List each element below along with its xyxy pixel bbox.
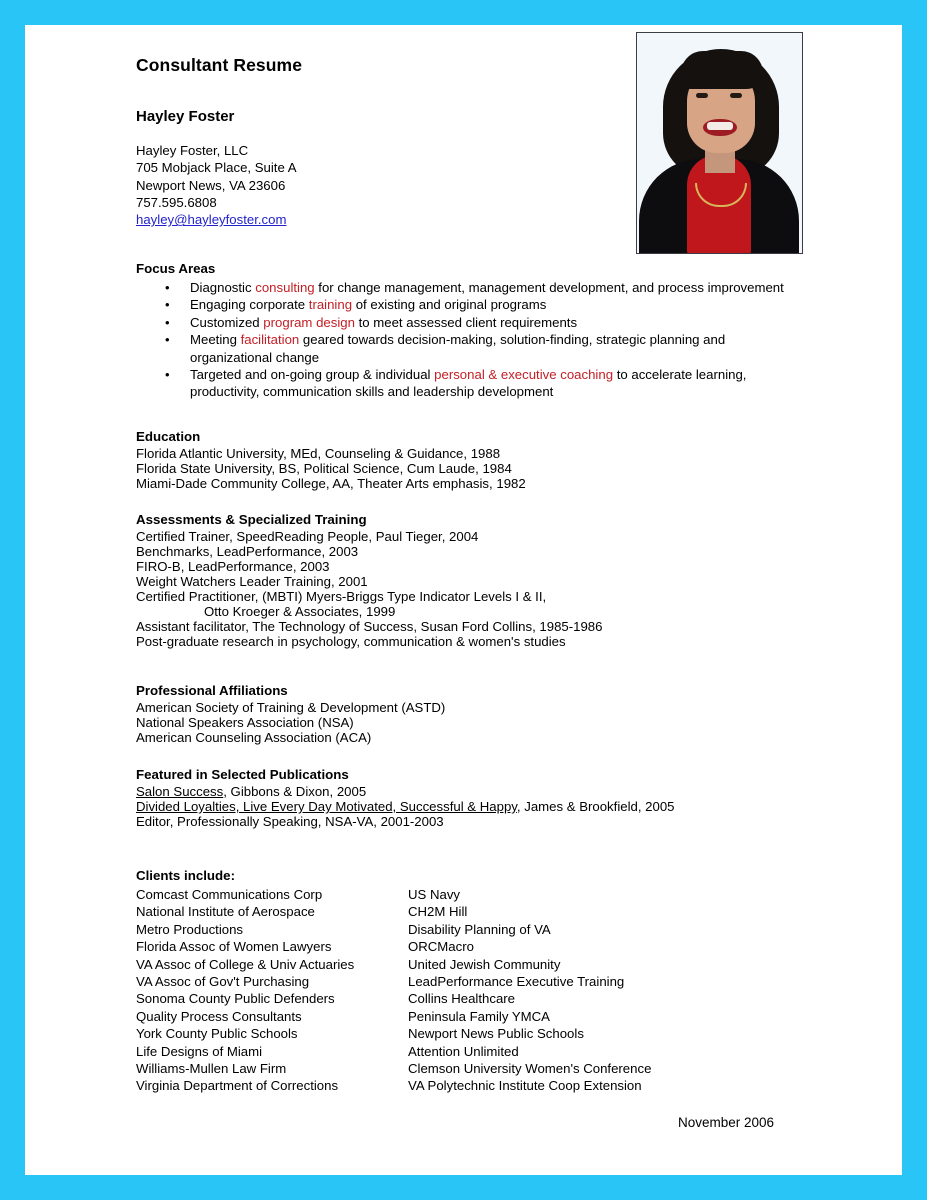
- clients-heading: Clients include:: [136, 868, 235, 883]
- photo-bangs-shape: [681, 51, 763, 89]
- education-line: Florida State University, BS, Political Science, Cum Laude, 1984: [136, 461, 512, 476]
- portrait-photo: [636, 32, 803, 254]
- client-name: National Institute of Aerospace: [136, 904, 315, 920]
- portrait-photo-image: [637, 33, 802, 253]
- page-title: Consultant Resume: [136, 55, 303, 75]
- client-name: York County Public Schools: [136, 1026, 298, 1042]
- client-name: Quality Process Consultants: [136, 1008, 302, 1024]
- assessment-line: Post-graduate research in psychology, communication & women's studies: [136, 634, 566, 649]
- publication-title: Divided Loyalties, Live Every Day Motivated, Successful & Happy: [136, 799, 517, 814]
- affiliation-line: American Society of Training & Development (ASTD): [136, 700, 446, 715]
- education-line: Miami-Dade Community College, AA, Theater Arts emphasis, 1982: [136, 476, 526, 491]
- assessments-heading: Assessments & Specialized Training: [136, 512, 367, 527]
- focus-area-highlight: facilitation: [240, 332, 300, 348]
- contact-phone: 757.595.6808: [136, 194, 217, 210]
- contact-street: 705 Mobjack Place, Suite A: [136, 160, 297, 176]
- client-name: Life Designs of Miami: [136, 1043, 263, 1059]
- focus-area-text: Engaging corporate: [190, 297, 309, 313]
- affiliation-line: American Counseling Association (ACA): [136, 730, 372, 745]
- client-name: ORCMacro: [408, 939, 474, 955]
- education-heading: Education: [136, 429, 201, 444]
- client-name: United Jewish Community: [408, 956, 561, 972]
- client-name: VA Assoc of College & Univ Actuaries: [136, 956, 355, 972]
- affiliation-line: National Speakers Association (NSA): [136, 715, 354, 730]
- client-name: Clemson University Women's Conference: [408, 1061, 652, 1077]
- footer-date: November 2006: [678, 1115, 775, 1130]
- focus-area-text: to accelerate learning, productivity, communication skills and leadership development: [190, 367, 747, 400]
- focus-areas-list: [162, 279, 802, 401]
- client-name: US Navy: [408, 887, 461, 902]
- publication-meta: , Gibbons & Dixon, 2005: [223, 784, 367, 799]
- affiliations-lines: [136, 700, 445, 745]
- focus-area-text: Meeting: [190, 332, 241, 348]
- publications-lines: [136, 784, 675, 829]
- contact-email-link[interactable]: hayley@hayleyfoster.com: [136, 212, 287, 228]
- person-name: Hayley Foster: [136, 108, 235, 125]
- publication-meta: Editor, Professionally Speaking, NSA-VA, 2001-2003: [136, 814, 444, 829]
- clients-left-column: [136, 886, 354, 1095]
- focus-area-highlight: personal & executive coaching: [434, 367, 614, 383]
- client-name: Williams-Mullen Law Firm: [136, 1061, 287, 1077]
- assessment-line: Otto Kroeger & Associates, 1999: [204, 604, 396, 619]
- client-name: VA Polytechnic Institute Coop Extension: [408, 1078, 642, 1094]
- affiliations-heading: Professional Affiliations: [136, 683, 288, 698]
- client-name: Peninsula Family YMCA: [408, 1008, 550, 1024]
- assessment-line: Certified Trainer, SpeedReading People, Paul Tieger, 2004: [136, 529, 479, 544]
- focus-area-item: [162, 296, 802, 313]
- photo-teeth: [707, 122, 733, 130]
- focus-area-item: [162, 314, 802, 331]
- client-name: LeadPerformance Executive Training: [408, 974, 625, 990]
- publication-line: [136, 799, 675, 814]
- focus-area-text: Customized: [190, 314, 264, 330]
- assessment-line: Benchmarks, LeadPerformance, 2003: [136, 544, 359, 559]
- publications-heading: Featured in Selected Publications: [136, 767, 349, 782]
- client-name: Florida Assoc of Women Lawyers: [136, 939, 332, 955]
- focus-area-text: of existing and original programs: [352, 297, 547, 313]
- assessments-lines: [136, 529, 602, 649]
- assessment-line: Certified Practitioner, (MBTI) Myers-Briggs Type Indicator Levels I & II,: [136, 589, 547, 604]
- focus-area-text: geared towards decision-making, solution-finding, strategic planning and organizational change: [190, 332, 726, 365]
- publication-meta: , James & Brookfield, 2005: [516, 799, 675, 814]
- assessment-line: FIRO-B, LeadPerformance, 2003: [136, 559, 330, 574]
- bullet-icon: •: [165, 297, 170, 313]
- bullet-icon: •: [165, 314, 170, 330]
- client-name: Sonoma County Public Defenders: [136, 991, 335, 1007]
- focus-area-text: Targeted and on-going group & individual: [190, 367, 435, 383]
- focus-area-text: for change management, management development, and process improvement: [314, 280, 784, 295]
- publication-line: [136, 814, 675, 829]
- focus-area-item: [162, 279, 802, 296]
- resume-paper: [25, 25, 902, 1175]
- focus-area-highlight: program design: [263, 314, 355, 330]
- focus-area-highlight: consulting: [255, 280, 315, 295]
- client-name: Attention Unlimited: [408, 1043, 519, 1059]
- clients-right-column: [408, 886, 651, 1095]
- client-name: Newport News Public Schools: [408, 1026, 584, 1042]
- contact-company: Hayley Foster, LLC: [136, 143, 249, 158]
- client-name: VA Assoc of Gov't Purchasing: [136, 974, 310, 990]
- focus-area-item: [162, 331, 802, 366]
- bullet-icon: •: [165, 367, 170, 383]
- photo-right-eye: [730, 93, 742, 98]
- focus-area-text: Diagnostic: [190, 280, 256, 295]
- focus-area-item: [162, 366, 802, 401]
- education-lines: [136, 446, 526, 491]
- client-name: Metro Productions: [136, 921, 244, 937]
- client-name: Collins Healthcare: [408, 991, 516, 1007]
- photo-left-eye: [696, 93, 708, 98]
- publication-title: Salon Success: [136, 784, 224, 799]
- focus-area-text: to meet assessed client requirements: [354, 314, 578, 330]
- focus-area-highlight: training: [308, 297, 353, 313]
- publication-line: [136, 784, 675, 799]
- bullet-icon: •: [165, 280, 170, 295]
- contact-block: [136, 142, 297, 228]
- assessment-line: Weight Watchers Leader Training, 2001: [136, 574, 368, 589]
- resume-document: [25, 25, 902, 1175]
- client-name: Disability Planning of VA: [408, 921, 551, 937]
- client-name: Virginia Department of Corrections: [136, 1078, 339, 1094]
- assessment-line: Assistant facilitator, The Technology of Success, Susan Ford Collins, 1985-1986: [136, 619, 603, 634]
- client-name: Comcast Communications Corp: [136, 887, 323, 902]
- bullet-icon: •: [165, 332, 170, 348]
- education-line: Florida Atlantic University, MEd, Counseling & Guidance, 1988: [136, 446, 501, 461]
- contact-city-state-zip: Newport News, VA 23606: [136, 177, 286, 193]
- client-name: CH2M Hill: [408, 904, 468, 920]
- focus-areas-heading: Focus Areas: [136, 261, 216, 276]
